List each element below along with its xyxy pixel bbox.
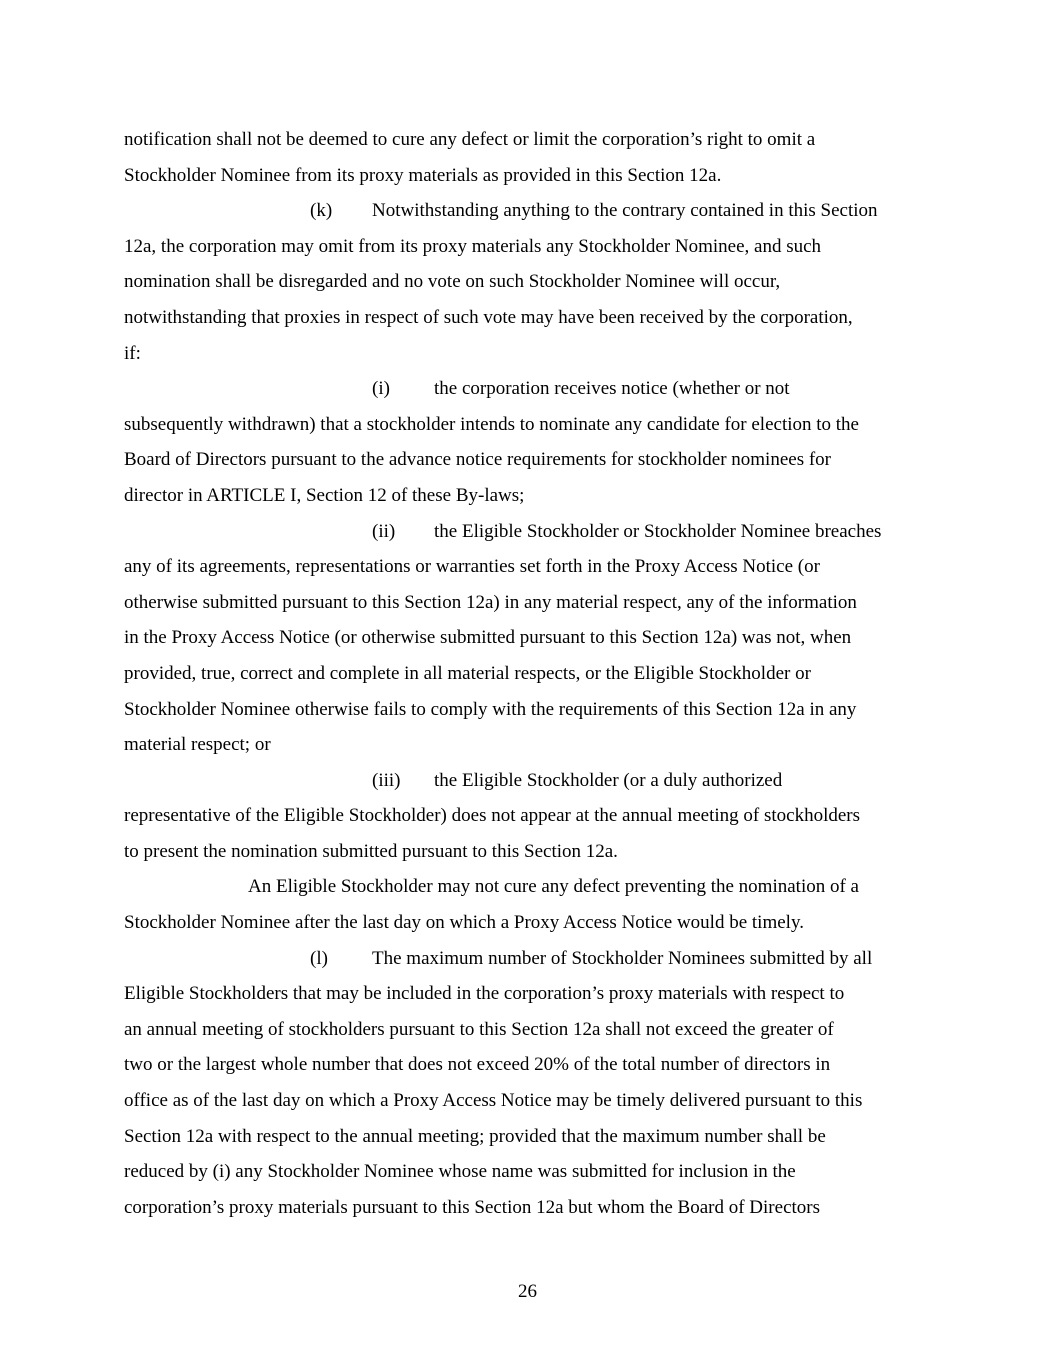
text-line: representative of the Eligible Stockholder) does not appear at the annual meeting of stockholders	[124, 805, 861, 827]
paragraph-first-line	[124, 371, 934, 407]
text-line: 12a, the corporation may omit from its proxy materials any Stockholder Nominee, and such	[124, 235, 822, 257]
paragraph-label: (l)	[310, 947, 328, 969]
text-line: an annual meeting of stockholders pursuant to this Section 12a shall not exceed the greater of	[124, 1018, 834, 1040]
text-line: notwithstanding that proxies in respect of such vote may have been received by the corporation,	[124, 306, 853, 328]
text-line: otherwise submitted pursuant to this Section 12a) in any material respect, any of the information	[124, 591, 857, 613]
paragraph-k-ii	[124, 514, 934, 763]
first-line-text: the Eligible Stockholder or Stockholder Nominee breaches	[434, 520, 882, 542]
text-line: provided, true, correct and complete in all material respects, or the Eligible Stockholder or	[124, 662, 811, 684]
text-line: two or the largest whole number that does not exceed 20% of the total number of directors in	[124, 1054, 831, 1076]
text-line: nomination shall be disregarded and no vote on such Stockholder Nominee will occur,	[124, 271, 781, 293]
text-line: material respect; or	[124, 734, 271, 756]
text-line: if:	[124, 342, 141, 364]
paragraph-k-i	[124, 371, 934, 513]
page-number: 26	[518, 1281, 537, 1302]
text-line: Section 12a with respect to the annual meeting; provided that the maximum number shall be	[124, 1125, 826, 1147]
first-line-text: the Eligible Stockholder (or a duly authorized	[434, 769, 783, 791]
first-line-text: the corporation receives notice (whether or not	[434, 378, 790, 400]
text-line: reduced by (i) any Stockholder Nominee whose name was submitted for inclusion in the	[124, 1161, 796, 1183]
paragraph-k-iii	[124, 763, 934, 870]
paragraph-label: (i)	[372, 378, 390, 400]
paragraph-l	[124, 941, 934, 1226]
text-line: Stockholder Nominee after the last day on which a Proxy Access Notice would be timely.	[124, 912, 804, 934]
text-line: office as of the last day on which a Proxy Access Notice may be timely delivered pursuant to this	[124, 1090, 863, 1112]
first-line-text: Notwithstanding anything to the contrary contained in this Section	[372, 200, 878, 222]
text-line: any of its agreements, representations or warranties set forth in the Proxy Access Notice (or	[124, 556, 820, 578]
paragraph-label: (iii)	[372, 769, 401, 791]
paragraph-continuation	[124, 122, 934, 193]
paragraph-first-line	[124, 941, 934, 977]
first-line-text: The maximum number of Stockholder Nominees submitted by all	[372, 947, 873, 969]
paragraph-first-line	[124, 763, 934, 799]
paragraph-first-line	[124, 193, 934, 229]
text-line: Stockholder Nominee from its proxy materials as provided in this Section 12a.	[124, 164, 722, 186]
paragraph-first-line: An Eligible Stockholder may not cure any defect preventing the nomination of a	[248, 876, 859, 898]
paragraph-label: (k)	[310, 200, 333, 222]
paragraph-label: (ii)	[372, 520, 396, 542]
text-line: notification shall not be deemed to cure any defect or limit the corporation’s right to omit a	[124, 129, 816, 150]
document-body	[124, 122, 934, 1225]
text-line: to present the nomination submitted pursuant to this Section 12a.	[124, 840, 618, 862]
text-line: Board of Directors pursuant to the advance notice requirements for stockholder nominees for	[124, 449, 831, 471]
text-line: corporation’s proxy materials pursuant to this Section 12a but whom the Board of Directors	[124, 1196, 820, 1218]
paragraph-k	[124, 193, 934, 371]
text-line: subsequently withdrawn) that a stockholder intends to nominate any candidate for election to the	[124, 413, 859, 435]
paragraph-first-line	[124, 514, 934, 550]
text-line: Stockholder Nominee otherwise fails to comply with the requirements of this Section 12a in any	[124, 698, 857, 720]
text-line: in the Proxy Access Notice (or otherwise submitted pursuant to this Section 12a) was not, when	[124, 627, 852, 649]
paragraph-cure	[124, 869, 934, 940]
text-line: Eligible Stockholders that may be included in the corporation’s proxy materials with respect to	[124, 983, 845, 1005]
text-line: director in ARTICLE I, Section 12 of these By-laws;	[124, 484, 525, 506]
